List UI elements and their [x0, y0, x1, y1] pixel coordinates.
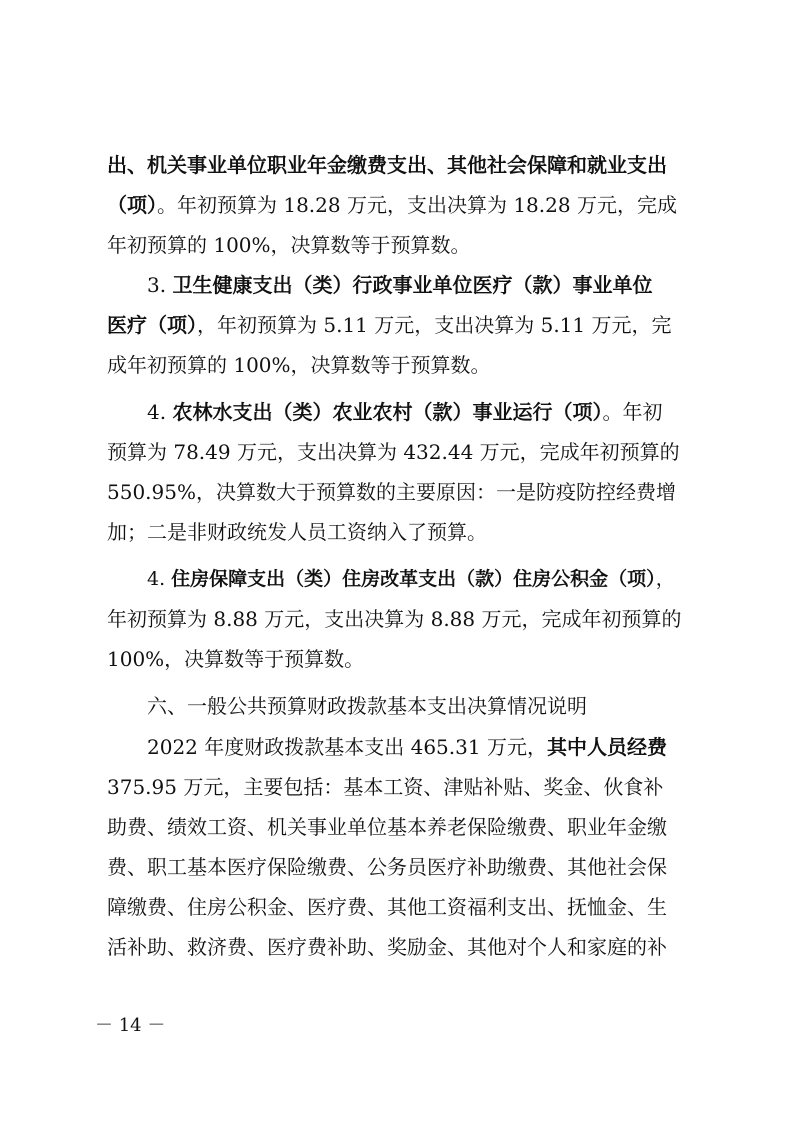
body-text: 。年初 — [602, 400, 663, 424]
body-text: 2022 年度财政拨款基本支出 465.31 万元， — [147, 735, 547, 759]
body-text: 活补助、救济费、医疗费补助、奖励金、其他对个人和家庭的补 — [107, 935, 667, 959]
text-line — [107, 847, 687, 887]
body-text: 障缴费、住房公积金、医疗费、其他工资福利支出、抚恤金、生 — [107, 895, 667, 919]
text-line — [107, 345, 687, 385]
text-line — [107, 185, 687, 225]
body-text: 加；二是非财政统发人员工资纳入了预算。 — [107, 520, 487, 544]
text-line — [107, 305, 687, 345]
item-number: 4. — [147, 568, 172, 590]
text-line — [147, 265, 687, 305]
bold-text: （项） — [107, 193, 157, 217]
section-heading-text: 六、一般公共预算财政拨款基本支出决算情况说明 — [147, 694, 587, 718]
bold-text: 农林水支出（类）农业农村（款）事业运行（项） — [172, 400, 603, 424]
text-line — [107, 887, 687, 927]
bold-text: 卫生健康支出（类）行政事业单位医疗（款）事业单位 — [172, 273, 653, 297]
text-line — [147, 559, 687, 599]
body-text: 费、职工基本医疗保险缴费、公务员医疗补助缴费、其他社会保 — [107, 855, 667, 879]
text-line — [107, 927, 687, 967]
body-text: 年初预算为 8.88 万元，支出决算为 8.88 万元，完成年初预算的 — [107, 607, 682, 631]
text-line — [107, 512, 687, 552]
body-text: ， — [655, 568, 675, 590]
item-number: 3. — [147, 273, 173, 297]
body-text: 年初预算的 100%，决算数等于预算数。 — [107, 233, 471, 257]
body-text: 。年初预算为 18.28 万元，支出决算为 18.28 万元，完成 — [157, 193, 677, 217]
body-text: 100%，决算数等于预算数。 — [107, 647, 365, 671]
text-line — [107, 225, 687, 265]
body-text: 550.95%，决算数大于预算数的主要原因：一是防疫防控经费增 — [107, 480, 676, 504]
body-text: 375.95 万元，主要包括：基本工资、津贴补贴、奖金、伙食补 — [107, 775, 664, 799]
text-line — [107, 599, 687, 639]
bold-text: 出、机关事业单位职业年金缴费支出、其他社会保障和就业支出 — [107, 153, 667, 177]
text-line — [107, 767, 687, 807]
body-text: ，年初预算为 5.11 万元，支出决算为 5.11 万元，完 — [197, 313, 672, 337]
text-line — [107, 807, 687, 847]
text-line — [107, 639, 687, 679]
text-line — [107, 432, 687, 472]
bold-text: 医疗（项） — [107, 313, 197, 337]
section-heading — [147, 686, 687, 726]
text-line — [147, 727, 687, 767]
bold-text: 住房保障支出（类）住房改革支出（款）住房公积金（项） — [171, 568, 656, 590]
body-text: 助费、绩效工资、机关事业单位基本养老保险缴费、职业年金缴 — [107, 815, 667, 839]
text-line — [107, 472, 687, 512]
text-line — [107, 145, 687, 185]
item-number: 4. — [147, 400, 173, 424]
bold-text: 其中人员经费 — [546, 735, 667, 759]
page-number: － 14 － — [95, 1015, 166, 1036]
body-text: 预算为 78.49 万元，支出决算为 432.44 万元，完成年初预算的 — [107, 440, 680, 464]
body-text: 成年初预算的 100%，决算数等于预算数。 — [107, 353, 491, 377]
text-line — [147, 392, 687, 432]
